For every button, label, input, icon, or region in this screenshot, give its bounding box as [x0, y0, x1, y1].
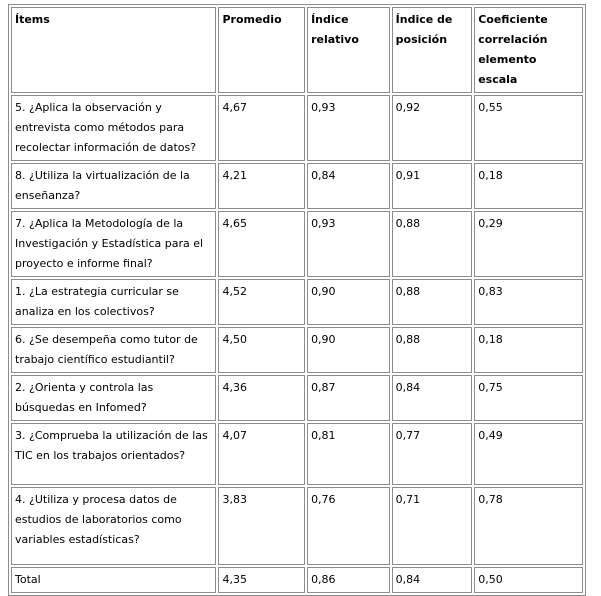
header-items: Ítems: [11, 7, 216, 93]
promedio-cell: 4,36: [218, 375, 305, 421]
item-cell: 3. ¿Comprueba la utilización de las TIC en los trabajos orientados?: [11, 423, 216, 485]
item-cell: 8. ¿Utiliza la virtualización de la enseñanza?: [11, 163, 216, 209]
relativo-cell: 0,84: [307, 163, 390, 209]
table-row: [11, 327, 583, 373]
item-cell: 2. ¿Orienta y controla las búsquedas en Infomed?: [11, 375, 216, 421]
posicion-cell: 0,88: [392, 327, 473, 373]
table-row: [11, 423, 583, 485]
promedio-cell: 4,07: [218, 423, 305, 485]
relativo-cell: 0,87: [307, 375, 390, 421]
posicion-cell: 0,88: [392, 211, 473, 277]
table-row: [11, 375, 583, 421]
coef-cell: 0,18: [474, 327, 583, 373]
item-cell: 4. ¿Utiliza y procesa datos de estudios de laboratorios como variables estadísticas?: [11, 487, 216, 565]
promedio-cell: 4,50: [218, 327, 305, 373]
total-row: [11, 567, 583, 593]
posicion-cell: 0,92: [392, 95, 473, 161]
header-indice-relativo: Índice relativo: [307, 7, 390, 93]
promedio-cell: 3,83: [218, 487, 305, 565]
posicion-cell: 0,71: [392, 487, 473, 565]
coef-cell: 0,55: [474, 95, 583, 161]
item-cell: 7. ¿Aplica la Metodología de la Investigación y Estadística para el proyecto e informe final?: [11, 211, 216, 277]
relativo-cell: 0,90: [307, 279, 390, 325]
header-indice-posicion: Índice de posición: [392, 7, 473, 93]
relativo-cell: 0,90: [307, 327, 390, 373]
total-posicion: 0,84: [392, 567, 473, 593]
item-cell: 5. ¿Aplica la observación y entrevista como métodos para recolectar información de datos?: [11, 95, 216, 161]
relativo-cell: 0,93: [307, 95, 390, 161]
relativo-cell: 0,76: [307, 487, 390, 565]
posicion-cell: 0,77: [392, 423, 473, 485]
coef-cell: 0,78: [474, 487, 583, 565]
table-row: [11, 279, 583, 325]
promedio-cell: 4,65: [218, 211, 305, 277]
relativo-cell: 0,81: [307, 423, 390, 485]
header-promedio: Promedio: [218, 7, 305, 93]
table-row: [11, 95, 583, 161]
posicion-cell: 0,84: [392, 375, 473, 421]
table-row: [11, 163, 583, 209]
header-row: [11, 7, 583, 93]
coef-cell: 0,83: [474, 279, 583, 325]
total-label: Total: [11, 567, 216, 593]
table-row: [11, 211, 583, 277]
promedio-cell: 4,21: [218, 163, 305, 209]
total-coef: 0,50: [474, 567, 583, 593]
total-relativo: 0,86: [307, 567, 390, 593]
item-cell: 1. ¿La estrategia curricular se analiza en los colectivos?: [11, 279, 216, 325]
promedio-cell: 4,67: [218, 95, 305, 161]
header-coeficiente: Coeficiente correlación elemento escala: [474, 7, 583, 93]
total-promedio: 4,35: [218, 567, 305, 593]
posicion-cell: 0,88: [392, 279, 473, 325]
items-table: [8, 4, 586, 596]
table-row: [11, 487, 583, 565]
coef-cell: 0,29: [474, 211, 583, 277]
promedio-cell: 4,52: [218, 279, 305, 325]
coef-cell: 0,75: [474, 375, 583, 421]
item-cell: 6. ¿Se desempeña como tutor de trabajo científico estudiantil?: [11, 327, 216, 373]
coef-cell: 0,18: [474, 163, 583, 209]
coef-cell: 0,49: [474, 423, 583, 485]
posicion-cell: 0,91: [392, 163, 473, 209]
relativo-cell: 0,93: [307, 211, 390, 277]
